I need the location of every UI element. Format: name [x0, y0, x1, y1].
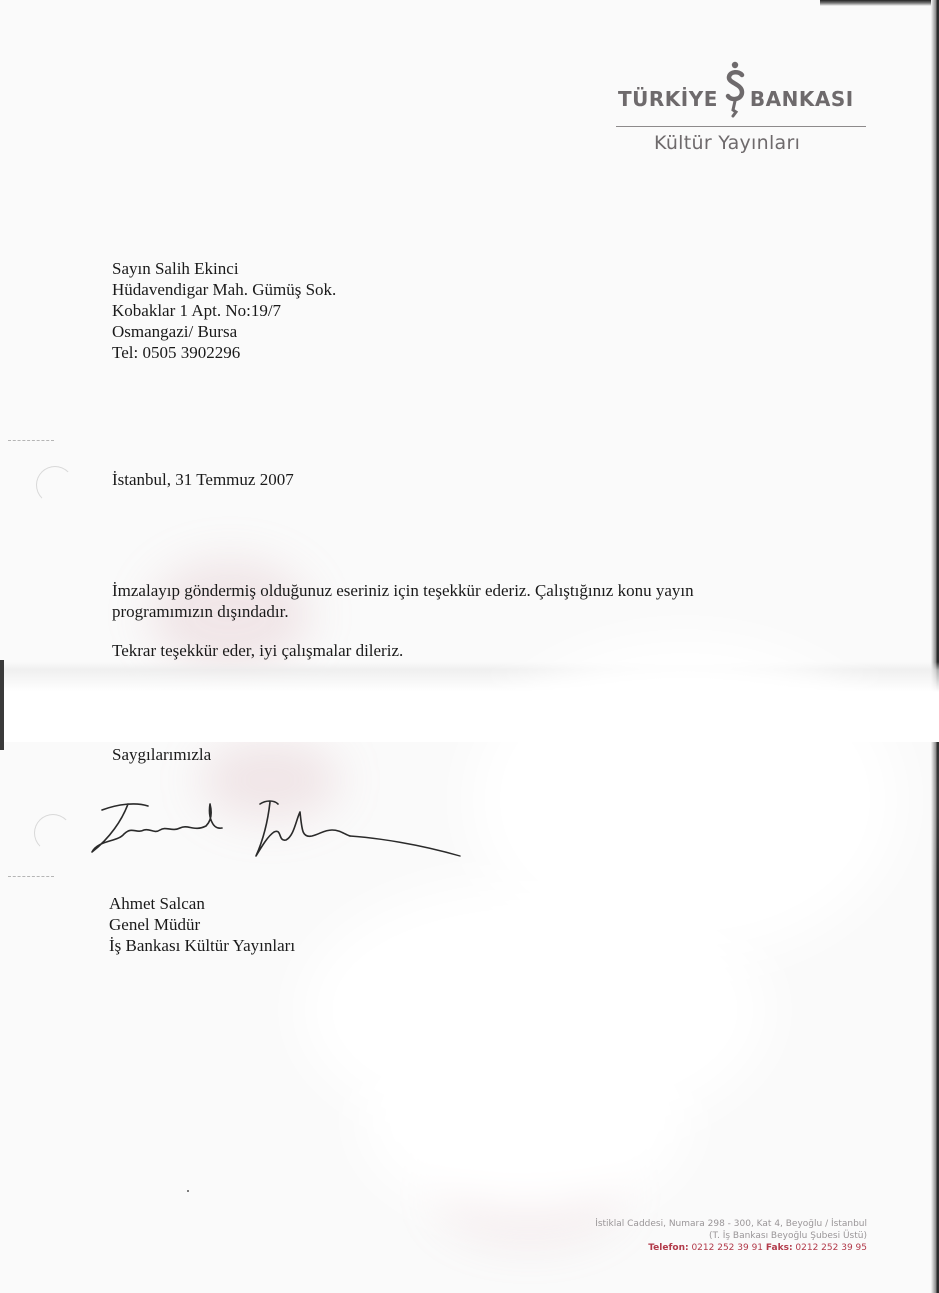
handwritten-signature: [88, 790, 468, 870]
recipient-address: [112, 258, 336, 363]
footer-phone: 0212 252 39 91: [691, 1243, 764, 1253]
body-paragraph-1: [112, 580, 694, 622]
body-line: İmzalayıp göndermiş olduğunuz eseriniz için teşekkür ederiz. Çalıştığınız konu yayın: [112, 581, 694, 600]
footer-contact: [595, 1242, 867, 1254]
logo-brand-right: BANKASI: [749, 87, 854, 111]
punch-hole: [34, 814, 72, 852]
fold-mark: [8, 440, 54, 441]
footer-phone-label: Telefon:: [648, 1243, 689, 1253]
scan-edge-top: [820, 0, 939, 6]
footer-address: İstiklal Caddesi, Numara 298 - 300, Kat 4, Beyoğlu / İstanbul: [595, 1219, 867, 1229]
signer-title: Genel Müdür: [109, 915, 201, 934]
recipient-line: Kobaklar 1 Apt. No:19/7: [112, 301, 282, 320]
recipient-line: Tel: 0505 3902296: [112, 343, 241, 362]
fold-shade: [0, 660, 4, 750]
logo-brand-left: TÜRKİYE: [618, 87, 718, 111]
signer-organization: İş Bankası Kültür Yayınları: [109, 936, 296, 955]
is-bank-s-emblem-icon: [722, 60, 748, 118]
bank-logo: [612, 58, 872, 158]
signer-name: Ahmet Salcan: [109, 894, 205, 913]
logo-subtitle: Kültür Yayınları: [654, 132, 801, 154]
body-line: programımızın dışındadır.: [112, 602, 289, 621]
recipient-line: Sayın Salih Ekinci: [112, 259, 239, 278]
logo-divider: [616, 126, 866, 127]
footer-fax-label: Faks:: [765, 1243, 793, 1253]
body-paragraph-2: Tekrar teşekkür eder, iyi çalışmalar dileriz.: [112, 641, 404, 660]
logo-wordmark: [612, 80, 872, 118]
recipient-line: Hüdavendigar Mah. Gümüş Sok.: [112, 280, 337, 299]
recipient-line: Osmangazi/ Bursa: [112, 322, 238, 341]
fold-mark: [8, 876, 54, 877]
punch-hole: [36, 466, 74, 504]
letter-date: İstanbul, 31 Temmuz 2007: [112, 470, 294, 489]
footer-fax: 0212 252 39 95: [795, 1243, 867, 1253]
signer-block: [109, 893, 295, 956]
closing-salutation: Saygılarımızla: [112, 745, 212, 764]
scan-edge-right: [931, 0, 939, 1293]
footer-address-note: (T. İş Bankası Beyoğlu Şubesi Üstü): [709, 1231, 867, 1241]
letterhead-footer: [595, 1218, 867, 1254]
dust-speck: [187, 1190, 189, 1192]
whiteout-blob: [360, 1020, 690, 1220]
